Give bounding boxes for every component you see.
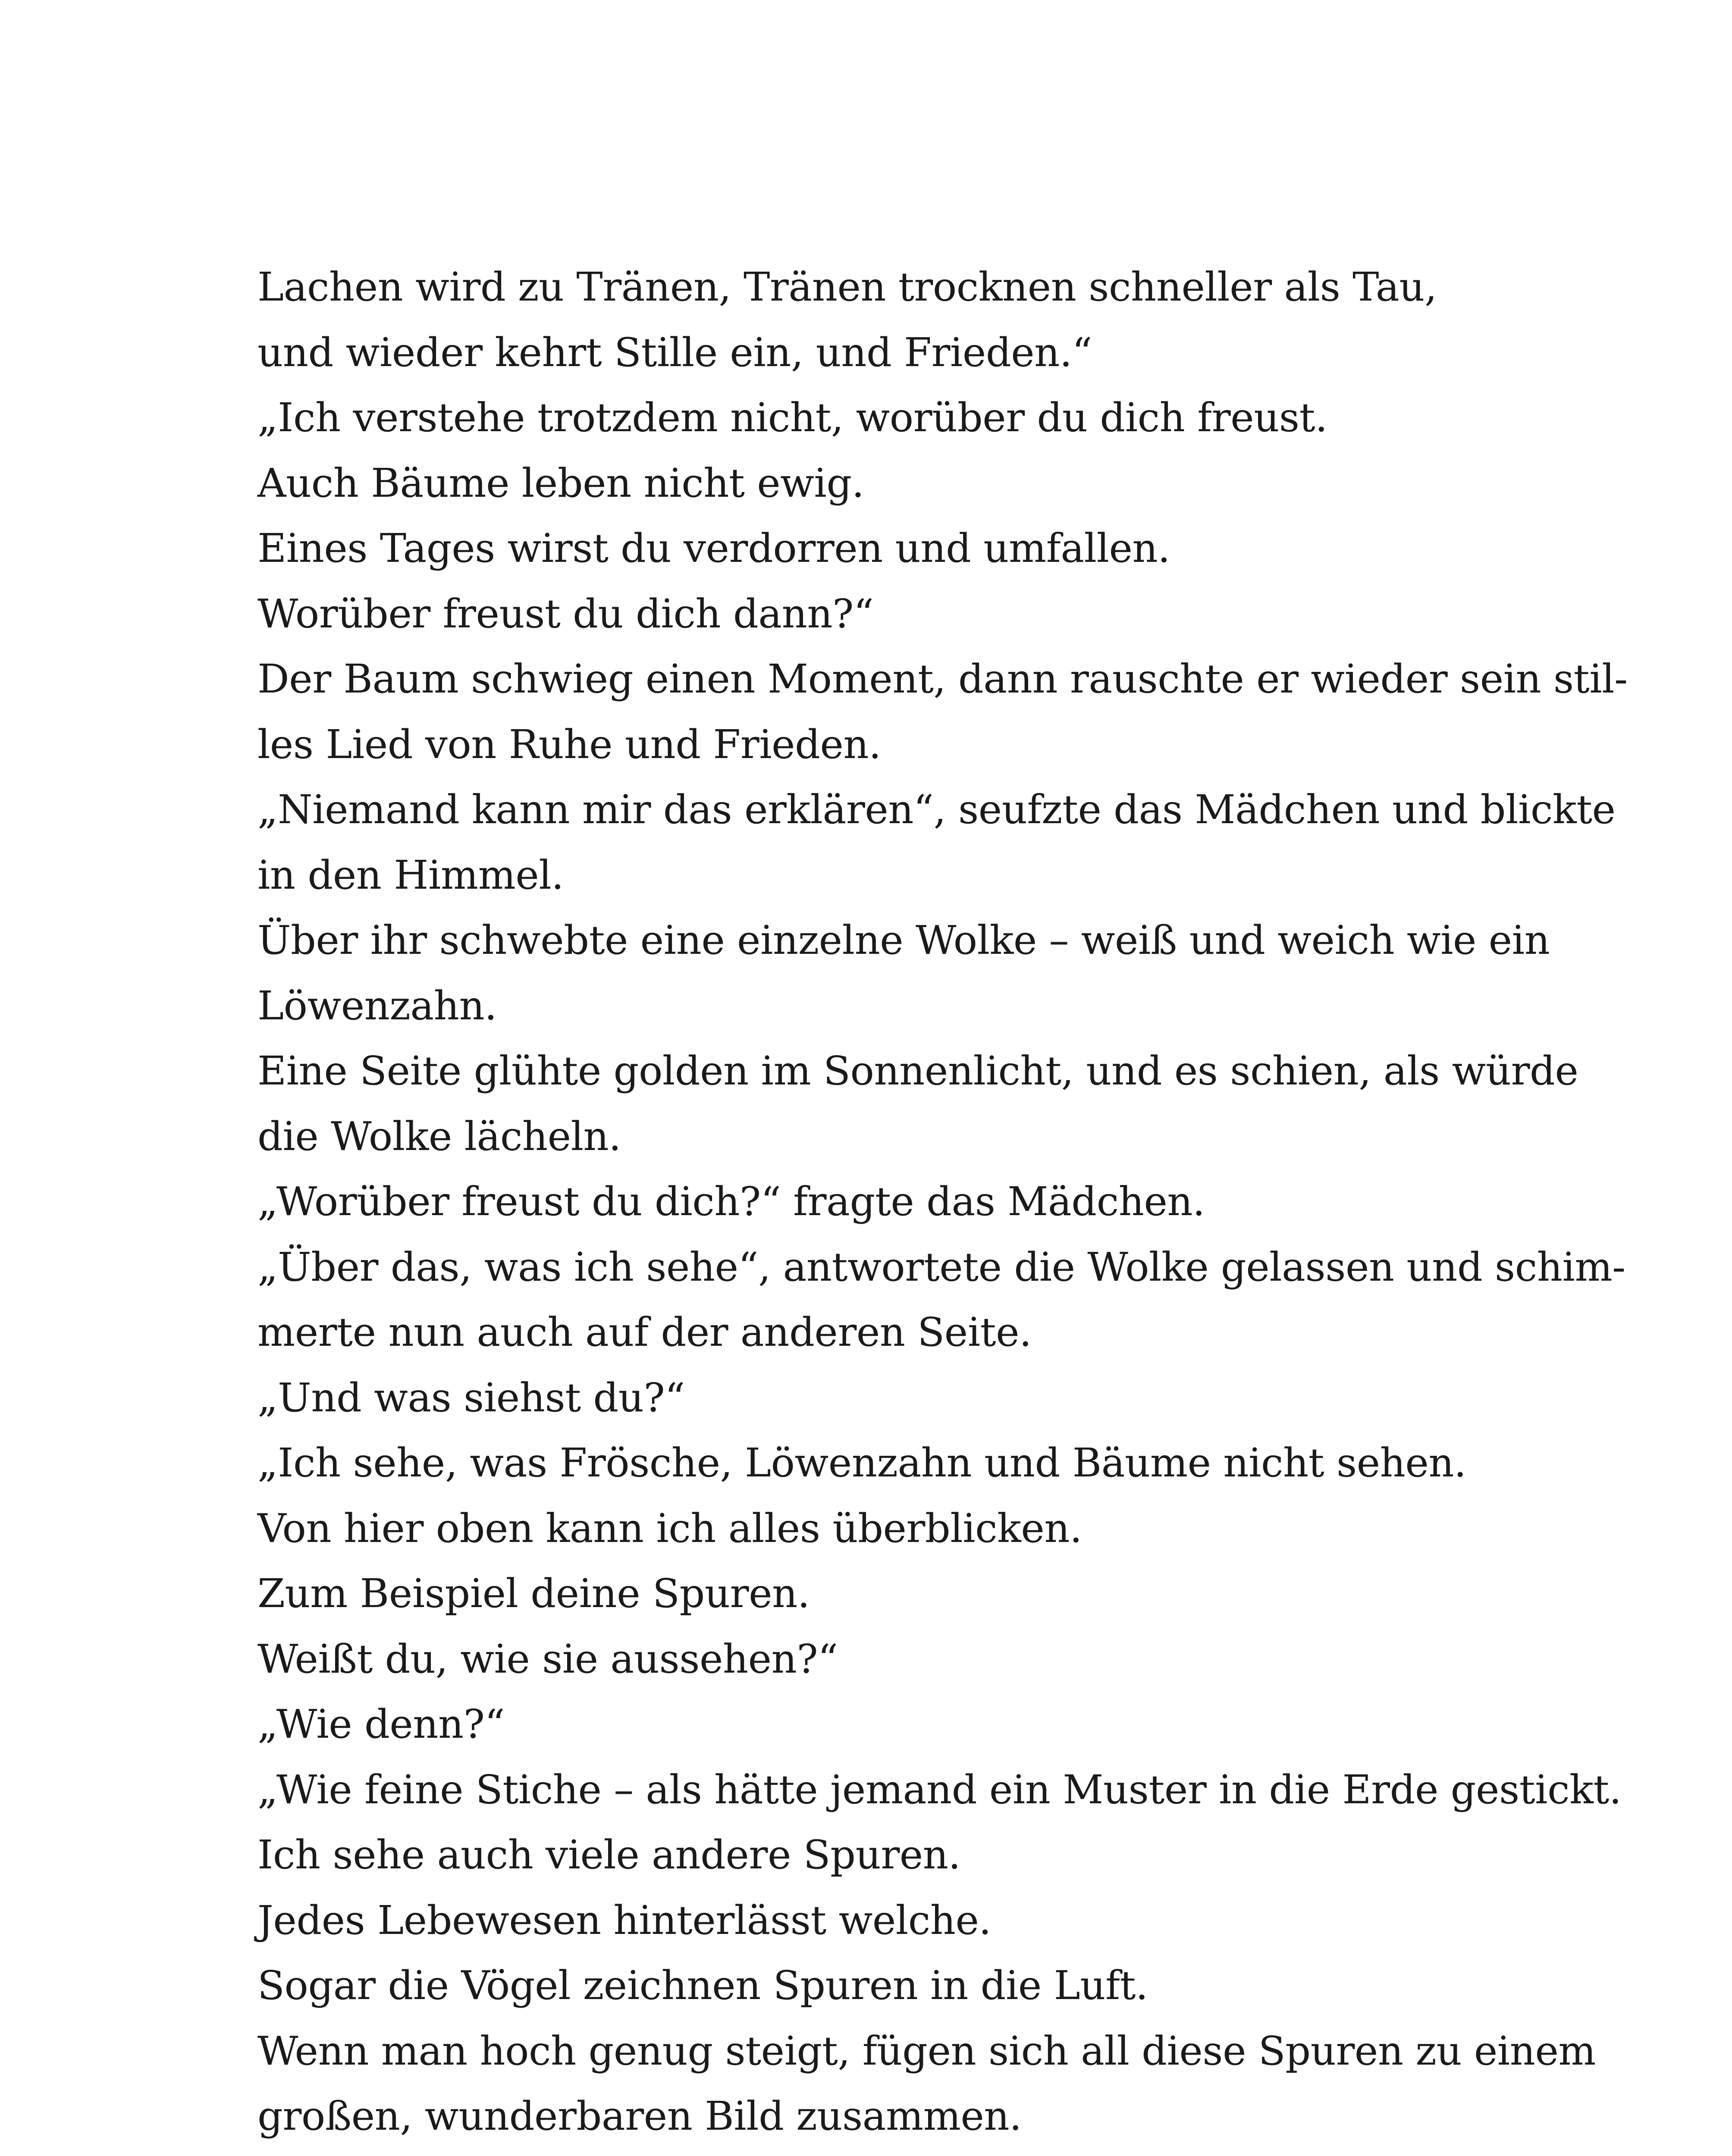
text-line: „Worüber freust du dich?“ fragte das Mädchen. [257,1178,1205,1225]
text-line: merte nun auch auf der anderen Seite. [257,1309,1032,1355]
text-line: „Ich sehe, was Frösche, Löwenzahn und Bäume nicht sehen. [257,1440,1466,1486]
text-line: les Lied von Ruhe und Frieden. [257,721,881,768]
text-line: Der Baum schwieg einen Moment, dann rauschte er wieder sein stil- [257,656,1628,702]
text-line: „Über das, was ich sehe“, antwortete die Wolke gelassen und schim- [257,1244,1625,1290]
text-line: Über ihr schwebte eine einzelne Wolke – weiß und weich wie ein [257,917,1550,963]
text-line: „Und was siehst du?“ [257,1374,685,1421]
text-line: Weißt du, wie sie aussehen?“ [257,1636,838,1682]
text-line: Wenn man hoch genug steigt, fügen sich all diese Spuren zu einem [257,2028,1596,2074]
text-line: Löwenzahn. [257,982,497,1029]
text-line: Zum Beispiel deine Spuren. [257,1570,810,1617]
text-line: „Ich verstehe trotzdem nicht, worüber du dich freust. [257,395,1327,441]
text-line: Ich sehe auch viele andere Spuren. [257,1832,961,1878]
text-line: „Niemand kann mir das erklären“, seufzte das Mädchen und blickte [257,787,1616,833]
text-line: „Wie denn?“ [257,1701,505,1747]
text-line: Worüber freust du dich dann?“ [257,590,874,637]
text-line: Eines Tages wirst du verdorren und umfallen. [257,525,1170,571]
body-text [257,254,1628,2156]
text-line: Lachen wird zu Tränen, Tränen trocknen schneller als Tau, [257,264,1437,310]
text-line: Jedes Lebewesen hinterlässt welche. [257,1897,992,1943]
text-line: „Wie feine Stiche – als hätte jemand ein Muster in die Erde gestickt. [257,1766,1622,1813]
text-line: in den Himmel. [257,852,564,898]
text-line: großen, wunderbaren Bild zusammen. [257,2093,1022,2139]
text-line: Eine Seite glühte golden im Sonnenlicht, und es schien, als würde [257,1048,1578,1094]
text-line: Sogar die Vögel zeichnen Spuren in die Luft. [257,1962,1148,2009]
text-line: Auch Bäume leben nicht ewig. [257,460,864,506]
text-line: Von hier oben kann ich alles überblicken. [257,1505,1082,1551]
text-line [257,2149,1508,2156]
text-line: und wieder kehrt Stille ein, und Frieden.“ [257,329,1092,376]
text-line: die Wolke lächeln. [257,1113,621,1159]
